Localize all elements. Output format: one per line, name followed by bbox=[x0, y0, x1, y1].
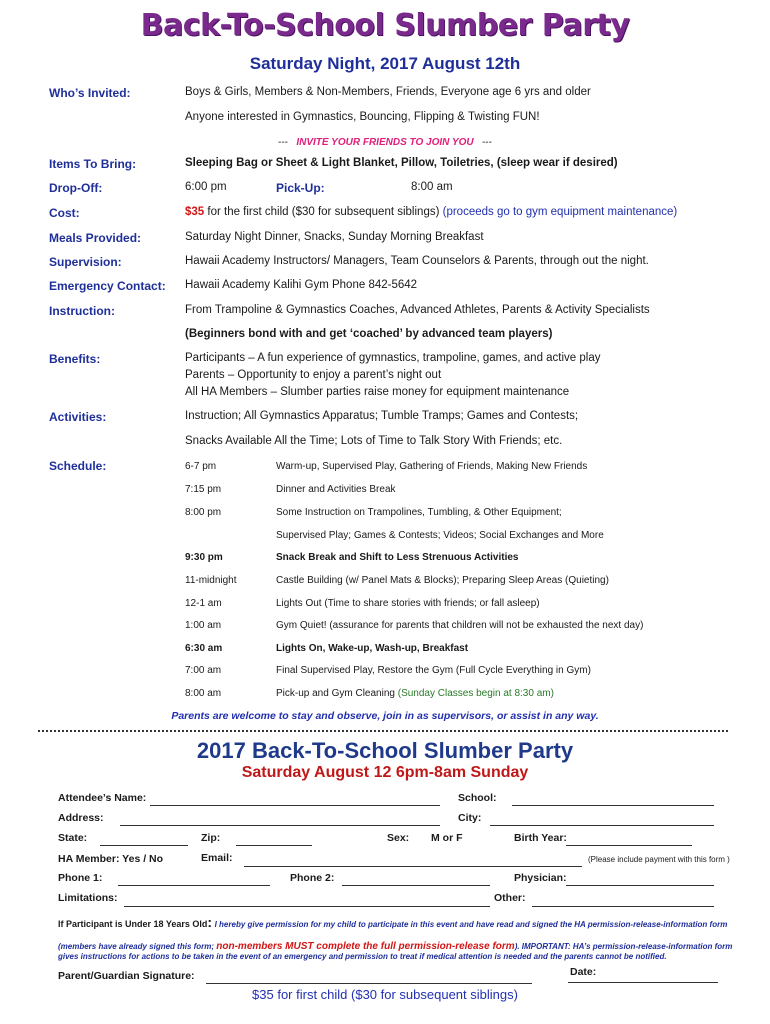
phone2-label: Phone 2: bbox=[290, 872, 335, 884]
schedule-desc: Dinner and Activities Break bbox=[276, 484, 396, 495]
benefits-line-2: Parents – Opportunity to enjoy a parent’s night out bbox=[185, 369, 442, 381]
items-value: Sleeping Bag or Sheet & Light Blanket, Pillow, Toiletries, (sleep wear if desired) bbox=[185, 157, 618, 169]
footer-price: $35 for first child ($30 for subsequent siblings) bbox=[252, 987, 518, 1002]
phone1-field[interactable] bbox=[118, 885, 270, 886]
date-field[interactable] bbox=[568, 982, 718, 983]
schedule-desc bbox=[276, 688, 554, 699]
invited-label: Who’s Invited: bbox=[49, 86, 131, 100]
limitations-field[interactable] bbox=[124, 906, 490, 907]
form-title: 2017 Back-To-School Slumber Party bbox=[196, 738, 574, 763]
under18-colon: : bbox=[207, 914, 213, 930]
schedule-time: 12-1 am bbox=[185, 598, 222, 609]
school-field[interactable] bbox=[512, 805, 714, 806]
invite-dash-right: --- bbox=[481, 137, 492, 148]
state-field[interactable] bbox=[100, 845, 188, 846]
supervision-value: Hawaii Academy Instructors/ Managers, Team Counselors & Parents, through out the night. bbox=[185, 255, 649, 267]
benefits-label: Benefits: bbox=[49, 352, 101, 366]
dropoff-value: 6:00 pm bbox=[185, 181, 227, 193]
schedule-time: 7:15 pm bbox=[185, 484, 222, 495]
benefits-line-3: All HA Members – Slumber parties raise money for equipment maintenance bbox=[185, 386, 570, 398]
schedule-desc: Castle Building (w/ Panel Mats & Blocks); Preparing Sleep Areas (Quieting) bbox=[276, 575, 609, 586]
invited-text-2: Anyone interested in Gymnastics, Bouncing, Flipping & Twisting FUN! bbox=[185, 111, 540, 123]
benefits-line-1: Participants – A fun experience of gymnastics, trampoline, games, and active play bbox=[185, 352, 601, 364]
birth-year-label: Birth Year: bbox=[514, 832, 567, 844]
birth-year-field[interactable] bbox=[566, 845, 692, 846]
attendee-name-field[interactable] bbox=[150, 805, 440, 806]
cost-note: (proceeds go to gym equipment maintenance) bbox=[442, 206, 678, 218]
other-label: Other: bbox=[494, 892, 526, 904]
attendee-label: Attendee’s Name: bbox=[58, 792, 147, 804]
schedule-desc: Final Supervised Play, Restore the Gym (Full Cycle Everything in Gym) bbox=[276, 665, 591, 676]
physician-field[interactable] bbox=[566, 885, 714, 886]
emergency-value: Hawaii Academy Kalihi Gym Phone 842-5642 bbox=[185, 279, 418, 291]
city-label: City: bbox=[458, 812, 482, 824]
under18-line bbox=[58, 914, 727, 930]
schedule-time: 8:00 pm bbox=[185, 507, 222, 518]
state-label: State: bbox=[58, 832, 88, 844]
limitations-label: Limitations: bbox=[58, 892, 118, 904]
activities-line-1: Instruction; All Gymnastics Apparatus; Tumble Tramps; Games and Contests; bbox=[185, 410, 579, 422]
under18-label: If Participant is Under 18 Years Old bbox=[58, 919, 208, 929]
schedule-desc: Lights Out (Time to share stories with friends; or fall asleep) bbox=[276, 598, 540, 609]
schedule-time: 6-7 pm bbox=[185, 461, 217, 472]
phone1-label: Phone 1: bbox=[58, 872, 103, 884]
sex-label: Sex: bbox=[387, 832, 410, 844]
pickup-label: Pick-Up: bbox=[276, 181, 325, 195]
parents-note: Parents are welcome to stay and observe, join in as supervisors, or assist in any way. bbox=[171, 710, 599, 722]
permission-text-2a: (members have already signed this form; bbox=[58, 942, 217, 951]
invite-banner bbox=[0, 137, 770, 148]
meals-value: Saturday Night Dinner, Snacks, Sunday Morning Breakfast bbox=[185, 231, 484, 243]
form-subtitle: Saturday August 12 6pm-8am Sunday bbox=[241, 764, 529, 781]
schedule-desc: Gym Quiet! (assurance for parents that children will not be exhausted the next day) bbox=[276, 620, 644, 631]
instruction-label: Instruction: bbox=[49, 304, 115, 318]
items-label: Items To Bring: bbox=[49, 157, 137, 171]
date-label: Date: bbox=[570, 966, 597, 978]
invite-text: INVITE YOUR FRIENDS TO JOIN YOU bbox=[296, 137, 474, 148]
schedule-desc: Some Instruction on Trampolines, Tumbling, & Other Equipment; bbox=[276, 507, 562, 518]
page-subtitle: Saturday Night, 2017 August 12th bbox=[249, 54, 521, 73]
email-field[interactable] bbox=[244, 866, 582, 867]
permission-text-1: I hereby give permission for my child to participate in this event and have read and signed the HA permission-release-information form bbox=[214, 920, 728, 929]
permission-text-2b: non-members MUST complete the full permission-release form bbox=[216, 941, 515, 952]
schedule-time: 9:30 pm bbox=[185, 552, 223, 563]
city-field[interactable] bbox=[490, 825, 714, 826]
dropoff-label: Drop-Off: bbox=[49, 181, 103, 195]
phone2-field[interactable] bbox=[342, 885, 490, 886]
address-label: Address: bbox=[58, 812, 104, 824]
schedule-time: 11-midnight bbox=[185, 575, 237, 586]
activities-line-2: Snacks Available All the Time; Lots of Time to Talk Story With Friends; etc. bbox=[185, 435, 563, 447]
activities-label: Activities: bbox=[49, 410, 107, 424]
instruction-note: (Beginners bond with and get ‘coached’ by advanced team players) bbox=[185, 328, 553, 340]
cost-label: Cost: bbox=[49, 206, 80, 220]
schedule-desc-text: Pick-up and Gym Cleaning bbox=[276, 688, 398, 699]
ha-member-label[interactable]: HA Member: Yes / No bbox=[58, 853, 164, 865]
invite-dash-left: --- bbox=[278, 137, 289, 148]
sex-options[interactable]: M or F bbox=[431, 832, 463, 844]
address-field[interactable] bbox=[120, 825, 440, 826]
schedule-desc: Warm-up, Supervised Play, Gathering of Friends, Making New Friends bbox=[276, 461, 588, 472]
permission-text-2c: ). IMPORTANT: HA’s permission-release-information form bbox=[514, 942, 733, 951]
signature-label: Parent/Guardian Signature: bbox=[58, 970, 195, 982]
physician-label: Physician: bbox=[514, 872, 567, 884]
payment-note: (Please include payment with this form ) bbox=[588, 855, 730, 864]
schedule-desc-green: (Sunday Classes begin at 8:30 am) bbox=[397, 688, 554, 699]
signature-field[interactable] bbox=[206, 983, 532, 984]
schedule-desc: Supervised Play; Games & Contests; Videos; Social Exchanges and More bbox=[276, 530, 604, 541]
instruction-value: From Trampoline & Gymnastics Coaches, Advanced Athletes, Parents & Activity Specialists bbox=[185, 304, 650, 316]
schedule-time: 6:30 am bbox=[185, 643, 223, 654]
schedule-label: Schedule: bbox=[49, 459, 107, 473]
email-label: Email: bbox=[201, 852, 233, 864]
schedule-desc: Snack Break and Shift to Less Strenuous Activities bbox=[276, 552, 519, 563]
cost-amount: $35 bbox=[185, 206, 205, 218]
schedule-time: 8:00 am bbox=[185, 688, 222, 699]
schedule-desc: Lights On, Wake-up, Wash-up, Breakfast bbox=[276, 643, 469, 654]
page-title: Back-To-School Slumber Party bbox=[140, 8, 630, 43]
supervision-label: Supervision: bbox=[49, 255, 122, 269]
invited-text-1: Boys & Girls, Members & Non-Members, Friends, Everyone age 6 yrs and older bbox=[185, 86, 591, 98]
schedule-time: 1:00 am bbox=[185, 620, 222, 631]
schedule-time: 7:00 am bbox=[185, 665, 222, 676]
meals-label: Meals Provided: bbox=[49, 231, 142, 245]
other-field[interactable] bbox=[532, 906, 714, 907]
cost-text: for the first child ($30 for subsequent siblings) bbox=[204, 206, 440, 218]
cost-value bbox=[185, 206, 677, 218]
school-label: School: bbox=[458, 792, 497, 804]
zip-field[interactable] bbox=[236, 845, 312, 846]
pickup-value: 8:00 am bbox=[411, 181, 453, 193]
permission-text-3: gives instructions for actions to be taken in the event of an emergency and permission to treat if medical attention is needed and the parents cannot be notified. bbox=[58, 952, 667, 961]
zip-label: Zip: bbox=[201, 832, 221, 844]
emergency-label: Emergency Contact: bbox=[49, 279, 166, 293]
dotted-divider bbox=[38, 730, 728, 732]
